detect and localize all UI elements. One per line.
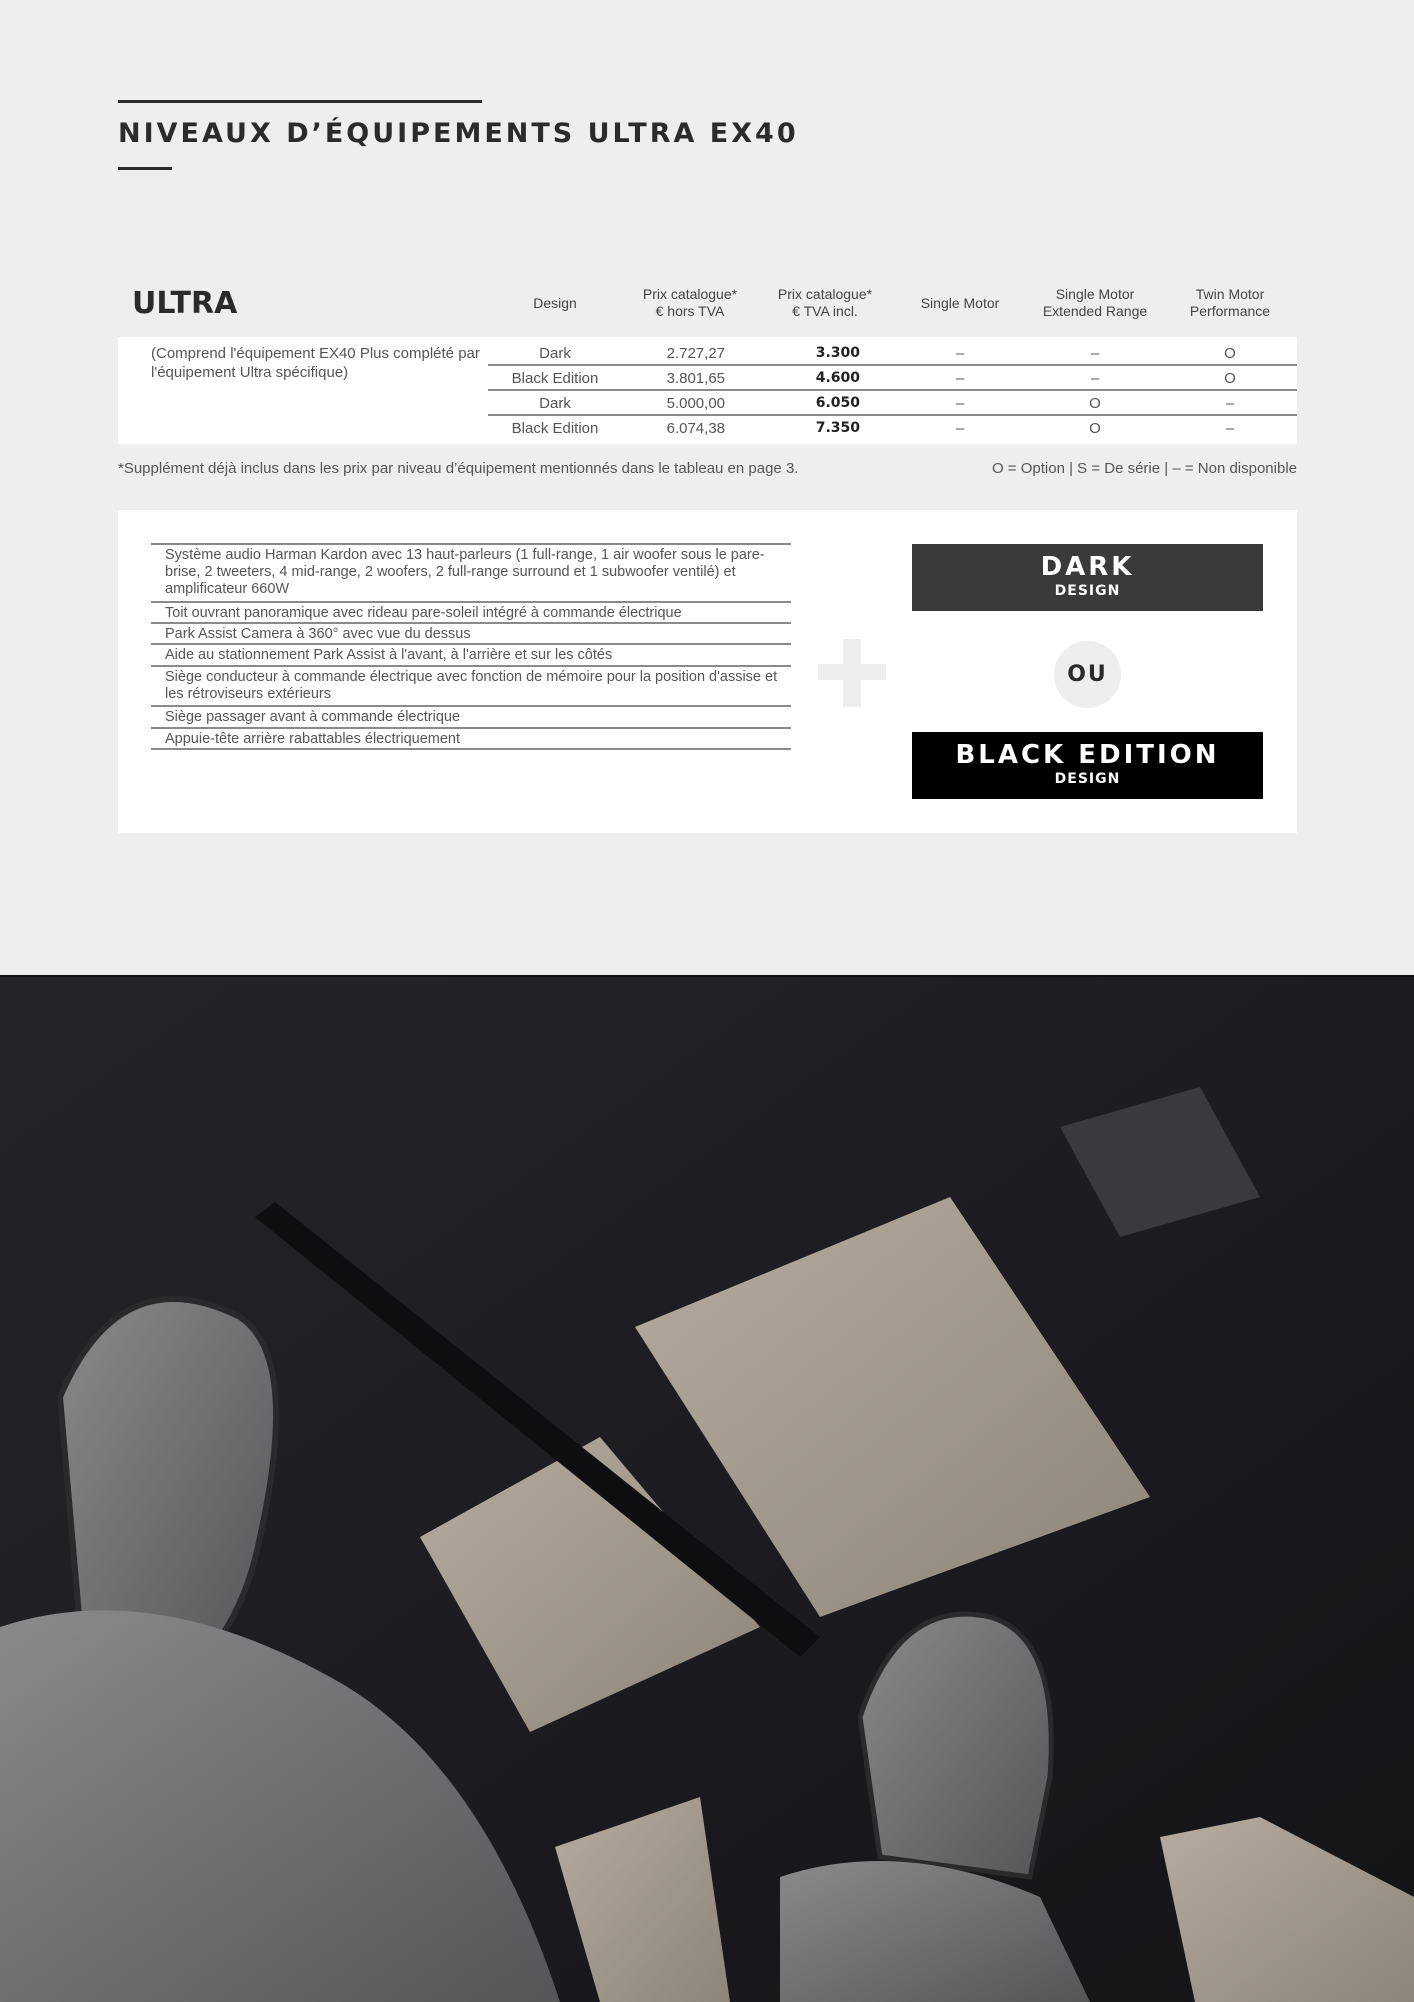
cell-price-incl: 3.300 [815,345,860,361]
col-price-incl-line2: € TVA incl. [792,303,858,319]
col-price-excl [625,286,755,320]
title-rule-top [118,100,482,103]
col-single-motor-er [1030,286,1160,320]
cell-twin-motor: – [1225,420,1235,437]
feature-item: Appuie-tête arrière rabattables électriquement [151,729,791,750]
cell-twin-motor: O [1224,345,1236,362]
cell-single-motor: – [955,370,965,387]
or-circle: OU [1054,641,1121,708]
legend: O = Option | S = De série | – = Non disponible [991,460,1297,477]
col-twin-motor [1165,286,1295,320]
plus-icon-vertical [843,639,861,707]
dark-design-sub: DESIGN [1054,583,1121,599]
interior-photo [0,975,1414,2002]
black-edition-name: BLACK EDITION [955,740,1220,770]
cell-single-motor: – [955,345,965,362]
feature-item: Système audio Harman Kardon avec 13 haut-parleurs (1 full-range, 1 air woofer sous le pare-brise, 2 tweeters, 4 mid-range, 2 woofers, 2 full-range surround et 1 subwoofer ventilé) et amplificateur 660W [151,545,791,603]
cell-price-excl: 5.000,00 [666,395,725,412]
table-row [488,391,1297,416]
feature-item: Siège conducteur à commande électrique avec fonction de mémoire pour la position d'assise et les rétroviseurs extérieurs [151,667,791,707]
footnote: *Supplément déjà inclus dans les prix par niveau d’équipement mentionnés dans le tableau en page 3. [118,460,799,477]
cell-price-excl: 6.074,38 [666,420,725,437]
cell-design: Black Edition [511,370,599,387]
cell-single-motor: – [955,395,965,412]
col-design: Design [533,295,577,311]
page-title: NIVEAUX D’ÉQUIPEMENTS ULTRA EX40 [118,118,799,149]
col-price-excl-line2: € hors TVA [655,303,725,319]
cell-price-incl: 6.050 [815,395,860,411]
level-description: (Comprend l'équipement EX40 Plus complété par l'équipement Ultra spécifique) [151,345,480,381]
table-row [488,366,1297,391]
interior-photo-illustration [0,977,1414,2002]
cell-price-excl: 2.727,27 [666,345,725,362]
cell-twin-motor: O [1224,370,1236,387]
col-price-incl [760,286,890,320]
col-smer-line1: Single Motor [1055,286,1135,302]
black-edition-badge [912,732,1263,799]
col-price-incl-line1: Prix catalogue* [777,286,873,302]
level-name: ULTRA [132,286,238,321]
feature-item: Aide au stationnement Park Assist à l'avant, à l'arrière et sur les côtés [151,645,791,667]
cell-design: Dark [539,395,571,412]
col-smer-line2: Extended Range [1042,303,1148,319]
cell-price-incl: 7.350 [815,420,860,436]
feature-item: Siège passager avant à commande électrique [151,707,791,729]
cell-price-excl: 3.801,65 [666,370,725,387]
cell-design: Black Edition [511,420,599,437]
table-row [488,341,1297,366]
dark-design-badge [912,544,1263,611]
cell-single-motor-er: O [1089,395,1101,412]
col-price-excl-line1: Prix catalogue* [642,286,738,302]
dark-design-name: DARK [1040,552,1135,582]
col-twin-line2: Performance [1189,303,1271,319]
col-single-motor: Single Motor [920,295,1000,311]
feature-item: Park Assist Camera à 360° avec vue du dessus [151,624,791,645]
table-row [488,416,1297,441]
cell-single-motor-er: O [1089,420,1101,437]
cell-single-motor-er: – [1090,370,1100,387]
black-edition-sub: DESIGN [1054,771,1121,787]
cell-single-motor-er: – [1090,345,1100,362]
feature-item: Toit ouvrant panoramique avec rideau pare-soleil intégré à commande électrique [151,603,791,624]
title-rule-bottom [118,167,172,170]
cell-price-incl: 4.600 [815,370,860,386]
cell-design: Dark [539,345,571,362]
col-twin-line1: Twin Motor [1195,286,1265,302]
cell-single-motor: – [955,420,965,437]
cell-twin-motor: – [1225,395,1235,412]
